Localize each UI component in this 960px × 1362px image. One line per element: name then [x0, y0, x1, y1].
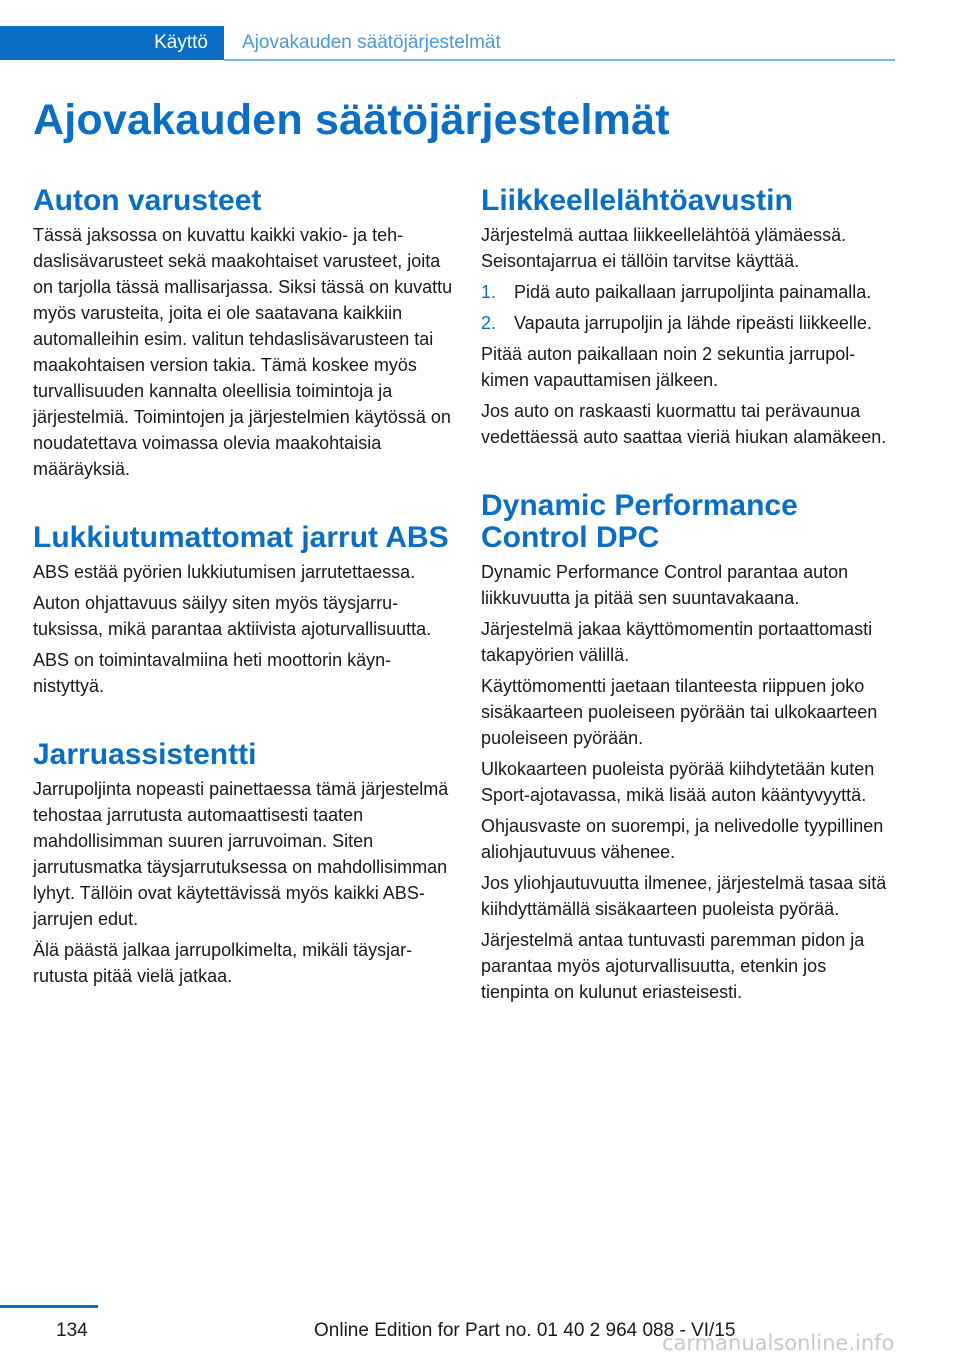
- heading-jarruassistentti: Jarruassistentti: [33, 738, 257, 771]
- heading-liikkeellelahtoavustin: Liikkeellelähtöavustin: [481, 184, 793, 217]
- page-number: 134: [56, 1320, 88, 1341]
- paragraph: Ohjausvaste on suorempi, ja nelivedolle tyypillinen aliohjautuvuus vähenee.: [481, 816, 884, 862]
- list-item: [481, 279, 896, 305]
- edition-text: Online Edition for Part no. 01 40 2 964 088 - VI/15: [314, 1320, 736, 1341]
- list-text: Vapauta jarrupoljin ja lähde ripeästi liikkeelle.: [514, 313, 872, 333]
- heading-abs: Lukkiutumattomat jarrut ABS: [33, 521, 449, 554]
- paragraph: ABS estää pyörien lukkiutumisen jarrutettaessa.: [33, 562, 416, 582]
- watermark[interactable]: carmanualsonline.info: [662, 1331, 895, 1355]
- paragraph: Älä päästä jalkaa jarrupolkimelta, mikäli täysjarrutusta pitää vielä jatkaa.: [33, 940, 413, 986]
- breadcrumb[interactable]: Ajovakauden säätöjärjestelmät: [242, 32, 501, 53]
- list-number: 1.: [481, 282, 497, 302]
- list-item: [481, 310, 896, 336]
- paragraph: Järjestelmä jakaa käyttömomentin portaattomasti takapyörien välillä.: [481, 619, 873, 665]
- footer-divider: [0, 1305, 98, 1308]
- list-text: Pidä auto paikallaan jarrupoljinta painamalla.: [514, 282, 872, 302]
- paragraph: Käyttömomentti jaetaan tilanteesta riippuen joko sisäkaarteen puoleiseen pyörään tai ulkokaarteen puoleiseen pyörään.: [481, 676, 878, 748]
- header-divider: [224, 59, 895, 61]
- section-tab[interactable]: Käyttö: [0, 26, 224, 60]
- heading-auton-varusteet: Auton varusteet: [33, 184, 262, 217]
- right-column: [481, 185, 896, 1005]
- list-number: 2.: [481, 313, 497, 333]
- paragraph: Auton ohjattavuus säilyy siten myös täysjarrutuksissa, mikä parantaa aktiivista ajoturvallisuutta.: [33, 593, 432, 639]
- page-title: Ajovakauden säätöjärjestelmät: [33, 96, 670, 144]
- paragraph: Pitää auton paikallaan noin 2 sekuntia jarrupolkimen vapauttamisen jälkeen.: [481, 344, 856, 390]
- paragraph: Järjestelmä antaa tuntuvasti paremman pidon ja parantaa myös ajoturvallisuutta, etenkin jos tienpinta on kulunut eriasteisesti.: [481, 930, 865, 1002]
- paragraph: Jarrupoljinta nopeasti painettaessa tämä järjestelmä tehostaa jarrutusta automaattisesti taaten mahdollisimman suuren jarruvoiman. Siten jarrutusmatka täysjarrutuksessa on mahdollisimman lyhyt. Tällöin ovat käytettävissä myös kaikki ABS-jarrujen edut.: [33, 779, 449, 929]
- paragraph: Tässä jaksossa on kuvattu kaikki vakio- ja tehdaslisävarusteet sekä maakohtaiset varusteet, joita on tarjolla tässä mallisarjassa. Siksi tässä on kuvattu myös varusteita, joita ei ole saatavana kaikkiin automalleihin esim. valitun tehdaslisävarusteen tai maakohtaisen version takia. Tämä koskee myös turvallisuuden kannalta oleellisia toimintoja ja järjestelmiä. Toimintojen ja järjestelmien käytössä on noudatettava voimassa olevia maakohtaisia määräyksiä.: [33, 225, 453, 479]
- paragraph: Jos yliohjautuvuutta ilmenee, järjestelmä tasaa sitä kiihdyttämällä sisäkaarteen puoleista pyörää.: [481, 873, 887, 919]
- paragraph: Dynamic Performance Control parantaa auton liikkuvuutta ja pitää sen suuntavakaana.: [481, 562, 849, 608]
- paragraph: Järjestelmä auttaa liikkeellelähtöä ylämäessä. Seisontajarrua ei tällöin tarvitse käyttää.: [481, 225, 847, 271]
- paragraph: ABS on toimintavalmiina heti moottorin käynnistyttyä.: [33, 650, 392, 696]
- heading-dpc: Dynamic Performance Control DPC: [481, 489, 798, 554]
- left-column: [33, 185, 453, 989]
- paragraph: Jos auto on raskaasti kuormattu tai perävaunua vedettäessä auto saattaa vieriä hiukan alamäkeen.: [481, 401, 887, 447]
- paragraph: Ulkokaarteen puoleista pyörää kiihdytetään kuten Sport-ajotavassa, mikä lisää auton kääntyvyyttä.: [481, 759, 875, 805]
